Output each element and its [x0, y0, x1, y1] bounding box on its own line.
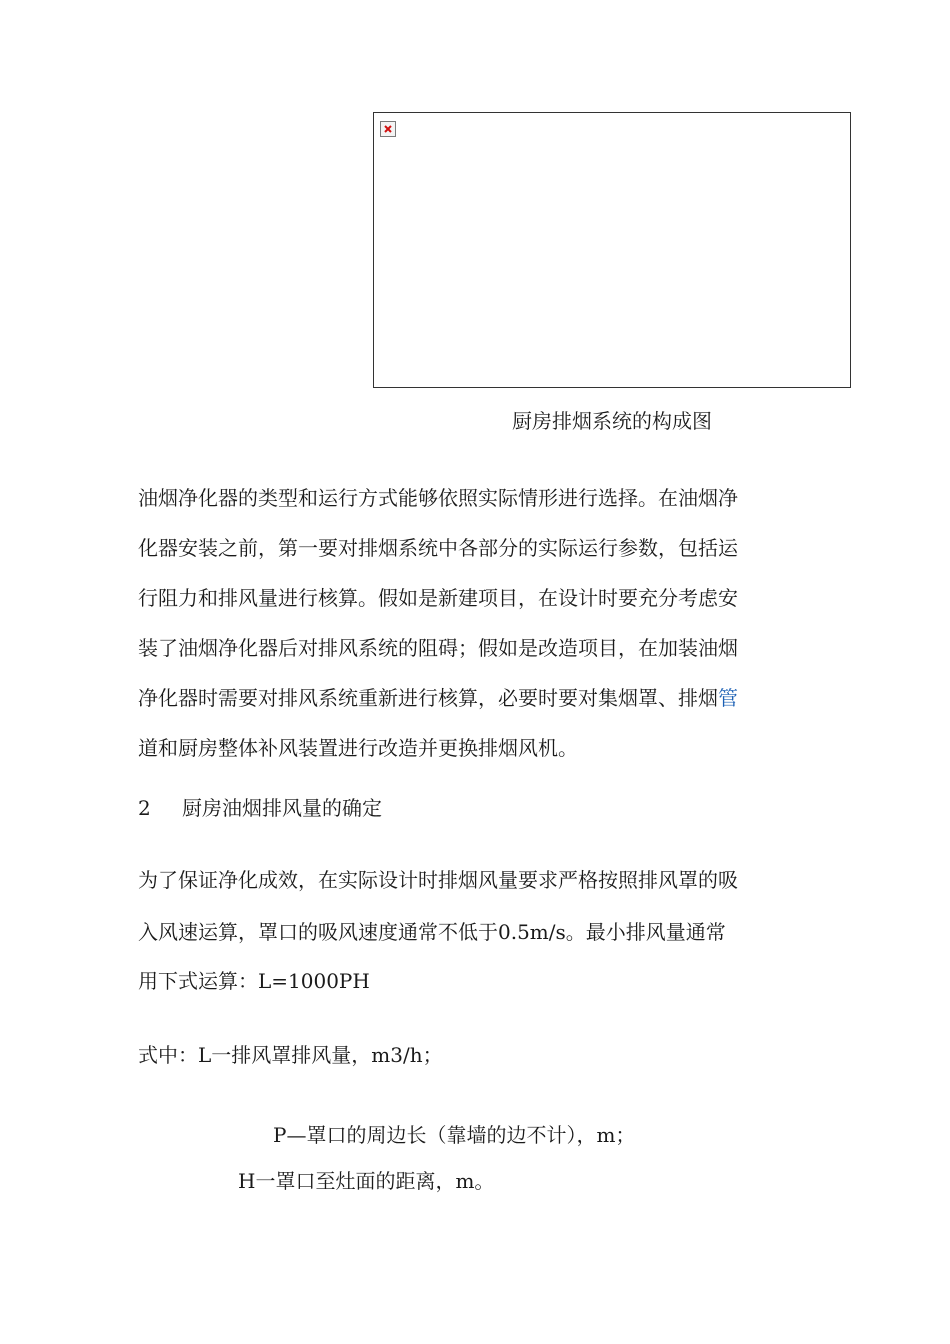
paragraph-line: 为了保证净化成效，在实际设计时排烟风量要求严格按照排风罩的吸	[138, 868, 738, 892]
paragraph-line: 入风速运算，罩口的吸风速度通常不低于0.5m/s。最小排风量通常	[138, 920, 726, 944]
paragraph-line: 油烟净化器的类型和运行方式能够依照实际情形进行选择。在油烟净	[138, 486, 738, 510]
formula-h-line: H一罩口至灶面的距离，m。	[238, 1169, 495, 1193]
paragraph-line: 道和厨房整体补风装置进行改造并更换排烟风机。	[138, 736, 578, 760]
section-number: 2	[138, 796, 151, 820]
formula-p-line: P—罩口的周边长（靠墙的边不计），m；	[273, 1123, 636, 1147]
figure-frame	[373, 112, 851, 388]
paragraph-intro	[138, 473, 828, 773]
paragraph-line: 用下式运算：L=1000PH	[138, 969, 370, 993]
paragraph-text: 净化器时需要对排风系统重新进行核算，必要时要对集烟罩、排烟	[138, 686, 718, 710]
paragraph-line	[138, 673, 828, 723]
broken-image-icon	[380, 121, 396, 137]
pipe-link[interactable]: 管	[718, 686, 738, 710]
paragraph-line: 化器安装之前，第一要对排烟系统中各部分的实际运行参数，包括运	[138, 536, 738, 560]
paragraph-line: 行阻力和排风量进行核算。假如是新建项目，在设计时要充分考虑安	[138, 586, 738, 610]
formula-where-line: 式中：L一排风罩排风量，m3/h；	[138, 1043, 443, 1067]
figure-caption: 厨房排烟系统的构成图	[512, 409, 712, 433]
section-title: 厨房油烟排风量的确定	[182, 796, 382, 820]
paragraph-line: 装了油烟净化器后对排风系统的阻碍；假如是改造项目，在加装油烟	[138, 636, 738, 660]
section-heading	[138, 793, 382, 823]
